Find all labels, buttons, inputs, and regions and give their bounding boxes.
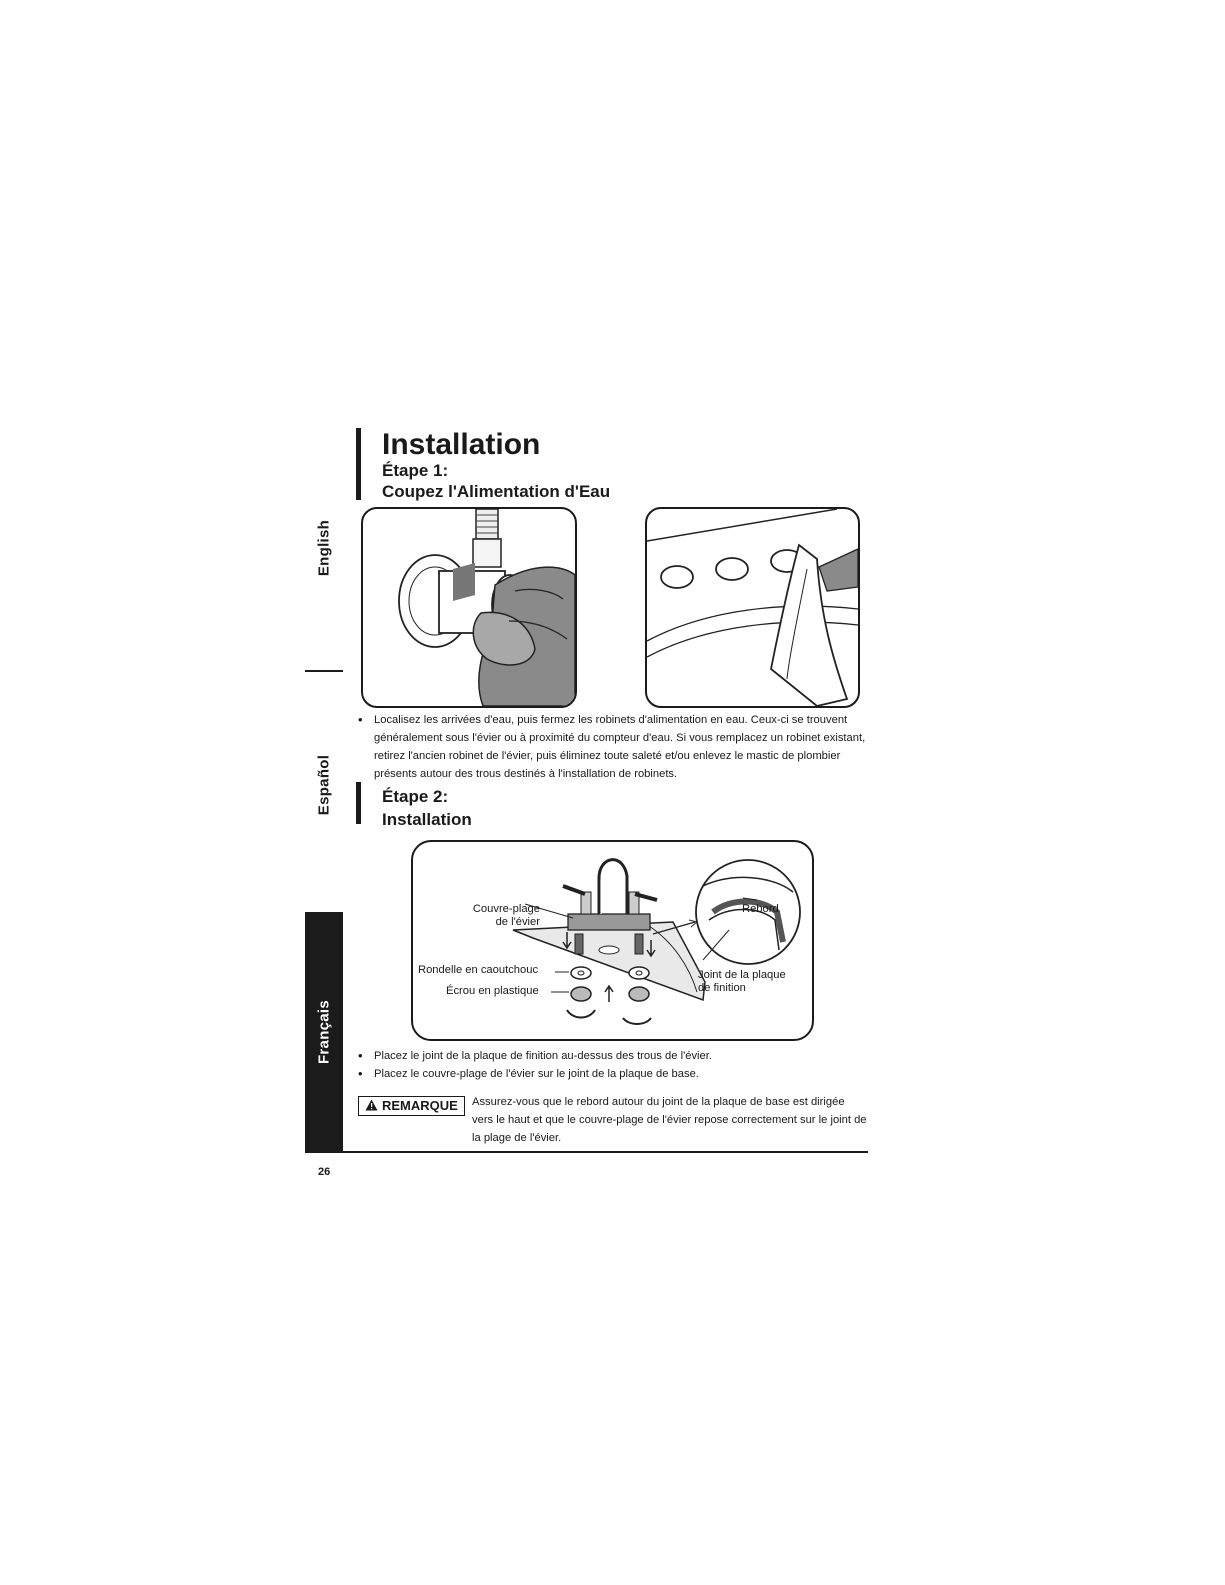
heading-bar-step2 — [356, 782, 361, 824]
page-title: Installation — [382, 428, 541, 461]
step2-bullet-2: • Placez le couvre-plage de l'évier sur le joint de la plaque de base. — [356, 1065, 866, 1083]
step2-bullet-1: • Placez le joint de la plaque de finition au-dessus des trous de l'évier. — [356, 1047, 866, 1065]
step2-bullets — [356, 1047, 866, 1083]
step2-title: Installation — [382, 810, 472, 829]
note-text: Assurez-vous que le rebord autour du joint de la plaque de base est dirigée vers le haut et que le couvre-plage de l'évier repose correctement sur le joint de la plage de l'évier. — [472, 1096, 867, 1144]
figure-clean-sink — [645, 507, 860, 708]
step1-title: Coupez l'Alimentation d'Eau — [382, 482, 611, 501]
step1-bullets — [356, 711, 866, 783]
tab-english-label: English — [315, 519, 333, 576]
heading-bar-step1 — [356, 428, 361, 500]
step1-bullet: • Localisez les arrivées d'eau, puis fermez les robinets d'alimentation en eau. Ceux-ci se trouvent généralement sous l'évier ou à proximité du compteur d'eau. Si vous remplacez un robinet existant, retirez l'ancien robinet de l'évier, puis éliminez toute saleté et/ou enlevez le mastic de plombier présents autour des trous destinés à l'installation de robinets. — [356, 711, 866, 783]
shutoff-valve-illustration — [363, 509, 575, 706]
footer-rule — [305, 1151, 868, 1153]
label-rim: Rebord — [742, 903, 779, 915]
tab-english[interactable] — [305, 510, 343, 585]
label-gasket — [698, 969, 786, 995]
label-escutcheon-line2: de l'évier — [495, 916, 540, 928]
note-badge-label: REMARQUE — [382, 1098, 458, 1113]
step2-label: Étape 2: — [382, 787, 449, 806]
figure-shutoff-valve — [361, 507, 577, 708]
label-escutcheon-line1: Couvre-plage — [472, 903, 540, 915]
label-gasket-line2: de finition — [698, 982, 746, 994]
label-gasket-line1: Joint de la plaque — [698, 969, 786, 981]
tab-espanol-label: Español — [315, 754, 333, 816]
sink-cleaning-illustration — [647, 509, 858, 706]
tab-divider — [305, 670, 343, 672]
label-rubber-washer: Rondelle en caoutchouc — [418, 964, 539, 976]
page-number: 26 — [318, 1166, 331, 1178]
warning-triangle-icon — [365, 1099, 378, 1111]
faucet-exploded-illustration — [413, 842, 812, 1039]
figure-faucet-diagram — [411, 840, 814, 1041]
note-badge — [358, 1096, 465, 1116]
tab-espanol[interactable] — [305, 745, 343, 825]
step1-label: Étape 1: — [382, 461, 449, 480]
tab-francais[interactable] — [305, 912, 343, 1152]
label-escutcheon — [465, 903, 540, 929]
label-plastic-nut: Écrou en plastique — [446, 985, 539, 997]
tab-francais-label: Français — [315, 999, 333, 1065]
